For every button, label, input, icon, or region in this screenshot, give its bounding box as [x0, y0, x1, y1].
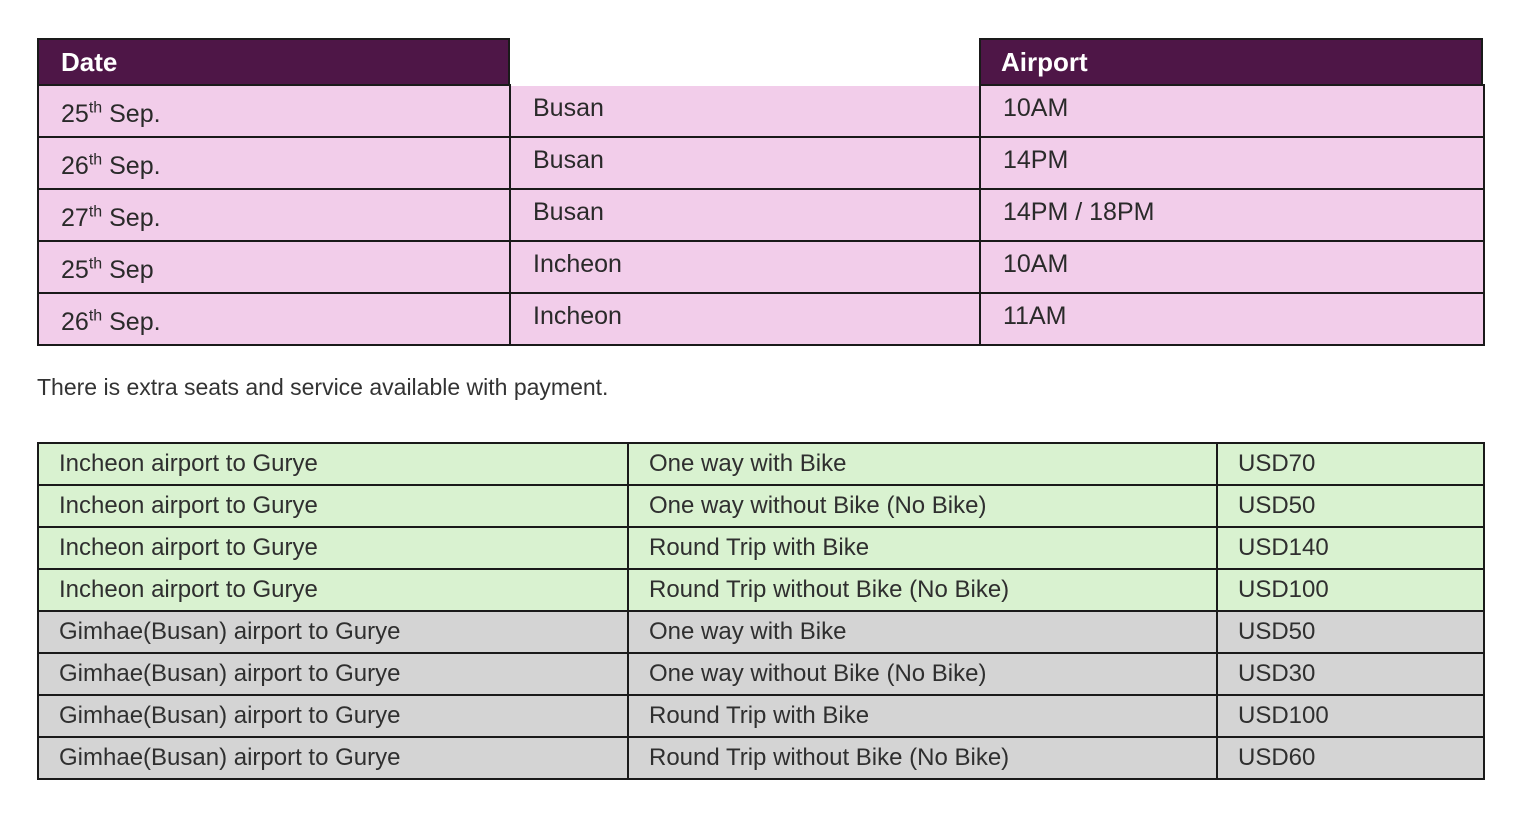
date-cell: 26th Sep.	[38, 137, 510, 189]
transfer-fares-table	[37, 442, 1485, 780]
date-cell: 25th Sep.	[38, 85, 510, 137]
date-cell: 25th Sep	[38, 241, 510, 293]
table-row	[38, 137, 1484, 189]
time-cell: 11AM	[980, 293, 1484, 345]
place-cell: Busan	[510, 85, 980, 137]
table-row	[38, 653, 1484, 695]
route-cell: Gimhae(Busan) airport to Gurye	[38, 611, 628, 653]
table-row	[38, 695, 1484, 737]
table-row	[38, 569, 1484, 611]
table-row	[38, 443, 1484, 485]
trip-type-cell: Round Trip with Bike	[628, 527, 1217, 569]
route-cell: Gimhae(Busan) airport to Gurye	[38, 653, 628, 695]
place-cell: Busan	[510, 189, 980, 241]
table-row	[38, 189, 1484, 241]
date-column-header: Date	[37, 38, 510, 86]
table-row	[38, 85, 1484, 137]
price-cell: USD100	[1217, 569, 1484, 611]
trip-type-cell: Round Trip without Bike (No Bike)	[628, 737, 1217, 779]
place-cell: Busan	[510, 137, 980, 189]
trip-type-cell: One way with Bike	[628, 443, 1217, 485]
trip-type-cell: One way without Bike (No Bike)	[628, 653, 1217, 695]
table-row	[38, 293, 1484, 345]
price-cell: USD100	[1217, 695, 1484, 737]
price-cell: USD50	[1217, 611, 1484, 653]
airport-column-header: Airport	[979, 38, 1483, 86]
place-cell: Incheon	[510, 241, 980, 293]
table-row	[38, 611, 1484, 653]
time-cell: 14PM	[980, 137, 1484, 189]
time-cell: 10AM	[980, 85, 1484, 137]
trip-type-cell: Round Trip with Bike	[628, 695, 1217, 737]
table-row	[38, 527, 1484, 569]
schedule-rows	[37, 84, 1485, 346]
table-row	[38, 485, 1484, 527]
trip-type-cell: One way with Bike	[628, 611, 1217, 653]
extra-service-note: There is extra seats and service available with payment.	[37, 374, 609, 400]
trip-type-cell: Round Trip without Bike (No Bike)	[628, 569, 1217, 611]
time-cell: 14PM / 18PM	[980, 189, 1484, 241]
price-cell: USD50	[1217, 485, 1484, 527]
price-cell: USD30	[1217, 653, 1484, 695]
table-row	[38, 737, 1484, 779]
date-cell: 26th Sep.	[38, 293, 510, 345]
place-cell: Incheon	[510, 293, 980, 345]
route-cell: Gimhae(Busan) airport to Gurye	[38, 737, 628, 779]
price-cell: USD60	[1217, 737, 1484, 779]
price-cell: USD70	[1217, 443, 1484, 485]
date-cell: 27th Sep.	[38, 189, 510, 241]
price-cell: USD140	[1217, 527, 1484, 569]
route-cell: Incheon airport to Gurye	[38, 527, 628, 569]
time-cell: 10AM	[980, 241, 1484, 293]
route-cell: Incheon airport to Gurye	[38, 443, 628, 485]
table-row	[38, 241, 1484, 293]
route-cell: Incheon airport to Gurye	[38, 485, 628, 527]
pickup-schedule-table	[37, 38, 1483, 346]
trip-type-cell: One way without Bike (No Bike)	[628, 485, 1217, 527]
route-cell: Incheon airport to Gurye	[38, 569, 628, 611]
route-cell: Gimhae(Busan) airport to Gurye	[38, 695, 628, 737]
